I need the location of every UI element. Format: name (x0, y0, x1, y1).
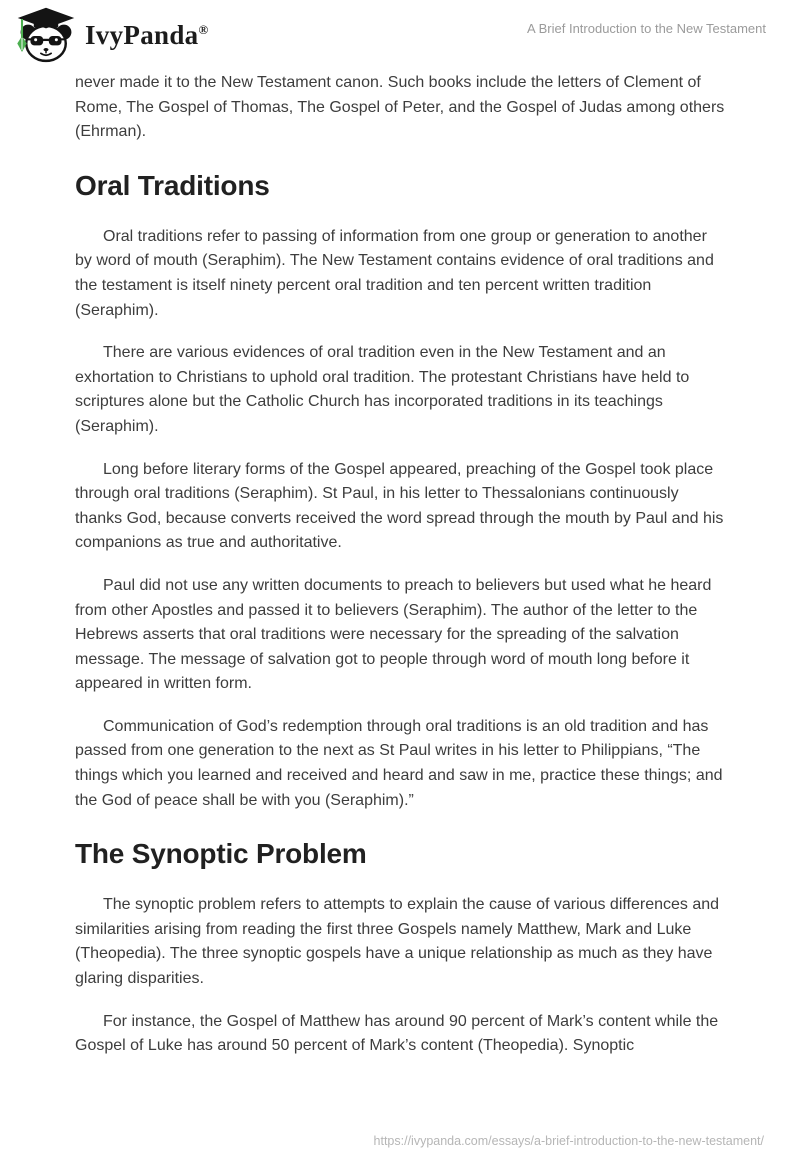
paragraph: Paul did not use any written documents to preach to believers but used what he heard from other Apostles and passed it to believers (Seraphim). The author of the letter to the Hebrews asserts that oral traditions were necessary for the spreading of the salvation message. The message of salvation got to people through word of mouth long before it appeared in written form. (75, 576, 712, 693)
essay-body (75, 71, 725, 1077)
paragraph: For instance, the Gospel of Matthew has around 90 percent of Mark’s content while the Gospel of Luke has around 50 percent of Mark’s content (Theopedia). Synoptic (75, 1012, 719, 1055)
registered-trademark-symbol: ® (198, 22, 209, 37)
panda-graduation-cap-icon (14, 6, 78, 64)
paragraph: There are various evidences of oral tradition even in the New Testament and an exhortation to Christians to uphold oral tradition. The protestant Christians have held to scriptures alone but the Catholic Church has incorporated traditions in its teachings (Seraphim). (75, 344, 690, 435)
paragraph: Oral traditions refer to passing of information from one group or generation to another by word of mouth (Seraphim). The New Testament contains evidence of oral traditions and the testament is itself ninety percent oral tradition and ten percent written tradition (Seraphim). (75, 227, 714, 319)
paragraph: The synoptic problem refers to attempts to explain the cause of various differences and similarities arising from reading the first three Gospels namely Matthew, Mark and Luke (Theopedia). The three synoptic gospels have a unique relationship as much as they have glaring disparities. (75, 896, 720, 988)
running-head-title: A Brief Introduction to the New Testament (527, 21, 766, 36)
footer-source-url[interactable]: https://ivypanda.com/essays/a-brief-introduction-to-the-new-testament/ (373, 1134, 764, 1148)
section-heading-oral-traditions: Oral Traditions (75, 169, 270, 201)
paragraph: Communication of God’s redemption through oral traditions is an old tradition and has passed from one generation to the next as St Paul writes in his letter to Philippians, “The things which you learned and received and heard and saw in me, practice these things; and the God of peace shall be with you (Seraphim).” (75, 717, 723, 809)
paragraph-continued: never made it to the New Testament canon. Such books include the letters of Clement of Rome, The Gospel of Thomas, The Gospel of Peter, and the Gospel of Judas among others (Ehrman). (75, 74, 725, 141)
logo-wordmark: IvyPanda® (85, 20, 209, 50)
section-heading-synoptic-problem: The Synoptic Problem (75, 838, 367, 870)
ivypanda-logo[interactable] (14, 6, 208, 64)
page-header (14, 6, 766, 64)
paragraph: Long before literary forms of the Gospel appeared, preaching of the Gospel took place through oral traditions (Seraphim). St Paul, in his letter to Thessalonians continuously thanks God, because converts received the word spread through the mouth by Paul and his companions as true and authoritative. (75, 460, 724, 552)
